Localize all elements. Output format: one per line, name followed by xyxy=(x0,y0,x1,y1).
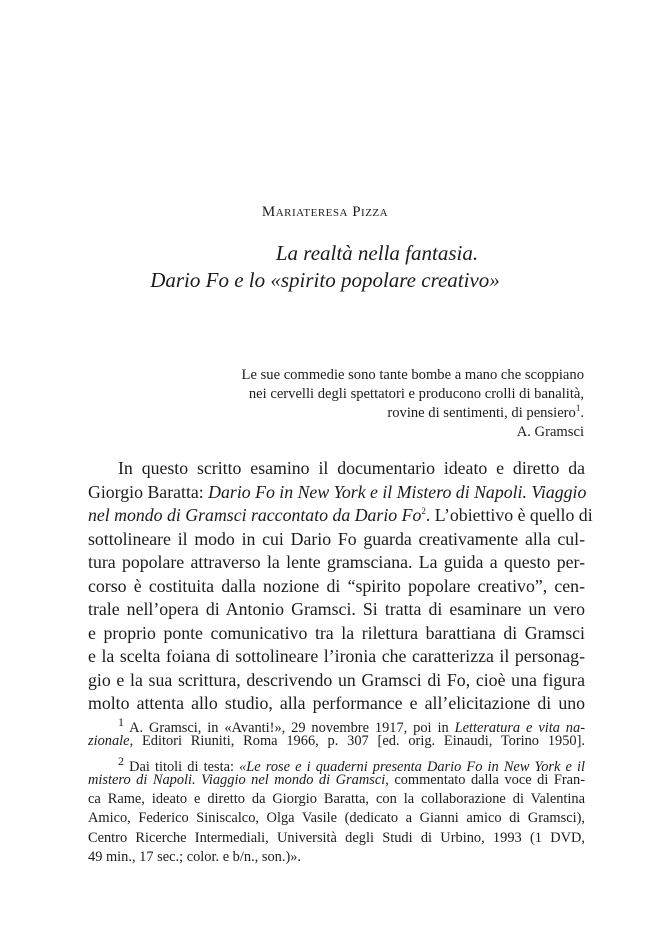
footnote-text: Dai titoli di testa: xyxy=(124,758,240,775)
epigraph-line: Le sue commedie sono tante bombe a mano che scoppiano xyxy=(241,367,584,383)
epigraph-text: rovine di sentimenti, di pensiero xyxy=(387,405,576,421)
title-line-1: La realtà nella fantasia. xyxy=(275,241,479,265)
epigraph-text: . xyxy=(580,405,584,421)
body-line: tura popolare attraverso la lente gramsciana. La guida a questo per- xyxy=(88,552,585,572)
footnote-ref: 1 xyxy=(575,403,581,414)
footnote-2-cont: Centro Ricerche Intermediali, Università degli Studi di Urbino, 1993 (1 DVD, xyxy=(88,829,585,846)
body-line xyxy=(88,504,593,528)
footnote-2-cont: 49 min., 17 sec.; color. e b/n., son.)». xyxy=(88,849,302,866)
body-line: gio e la sua scrittura, descrivendo un Gramsci di Fo, cioè una figura xyxy=(88,669,585,690)
title-line-2: Dario Fo e lo «spirito popolare creativo» xyxy=(150,268,500,292)
footnote-number: 2 xyxy=(118,753,124,768)
footnote-italic: mistero di Napoli. Viaggio nel mondo di Gramsci xyxy=(88,771,386,788)
footnote-italic: zionale xyxy=(88,733,130,750)
footnote-italic: «Le rose e i quaderni presenta Dario Fo in New York e il xyxy=(239,758,585,775)
body-line: sottolineare il modo in cui Dario Fo guarda creativamente alla cul- xyxy=(88,528,585,549)
footnotes xyxy=(88,713,585,867)
body-line xyxy=(88,481,585,505)
body-line: e proprio ponte comunicativo tra la rilettura barattiana di Gramsci xyxy=(88,622,585,643)
epigraph-line xyxy=(154,404,584,423)
body-italic-run: nel mondo di Gramsci raccontato da Dario Fo xyxy=(88,505,422,525)
body-text-run: Giorgio Baratta: xyxy=(88,481,209,502)
footnote-text: A. Gramsci, in «Avanti!», 29 novembre 1917, poi in xyxy=(124,719,455,736)
footnote-2-cont: ca Rame, ideato e diretto da Giorgio Baratta, con la collaborazione di Valentina xyxy=(88,791,585,808)
footnote-2 xyxy=(88,752,585,775)
body-text xyxy=(88,457,593,716)
footnote-number: 1 xyxy=(118,715,124,729)
article-title xyxy=(0,240,650,294)
body-line: e la scelta foiana di sottolineare l’ironia che caratterizza il personag- xyxy=(88,646,585,666)
body-text-run: . L’obiettivo è quello di xyxy=(425,505,593,525)
author-name: Mariateresa Pizza xyxy=(261,204,389,220)
body-line: trale nell’opera di Antonio Gramsci. Si tratta di esaminare un vero xyxy=(88,599,585,619)
footnote-1-cont xyxy=(88,732,585,751)
epigraph-line: nei cervelli degli spettatori e producono crolli di banalità, xyxy=(248,386,584,402)
footnote-text: , Editori Riuniti, Roma 1966, p. 307 [ed. orig. Einaudi, Torino 1950]. xyxy=(129,733,585,750)
footnote-2-cont xyxy=(88,771,585,790)
footnote-text: , commentato dalla voce di Fran- xyxy=(385,771,586,788)
footnote-2-cont: Amico, Federico Siniscalco, Olga Vasile (dedicato a Gianni amico di Gramsci), xyxy=(88,810,585,827)
epigraph xyxy=(154,366,584,442)
footnote-ref: 2 xyxy=(421,506,426,517)
epigraph-attribution: A. Gramsci xyxy=(516,424,584,440)
body-line: molto attenta allo studio, alla performance e all’elicitazione di uno xyxy=(88,693,585,713)
footnote-italic: Letteratura e vita na- xyxy=(454,719,585,736)
body-line: In questo scritto esamino il documentario ideato e diretto da xyxy=(118,458,585,478)
footnote-1 xyxy=(88,713,585,736)
body-italic-run: Dario Fo in New York e il Mistero di Napoli. Viaggio xyxy=(208,481,587,502)
body-line: corso è costituita dalla nozione di “spirito popolare creativo”, cen- xyxy=(88,575,585,596)
